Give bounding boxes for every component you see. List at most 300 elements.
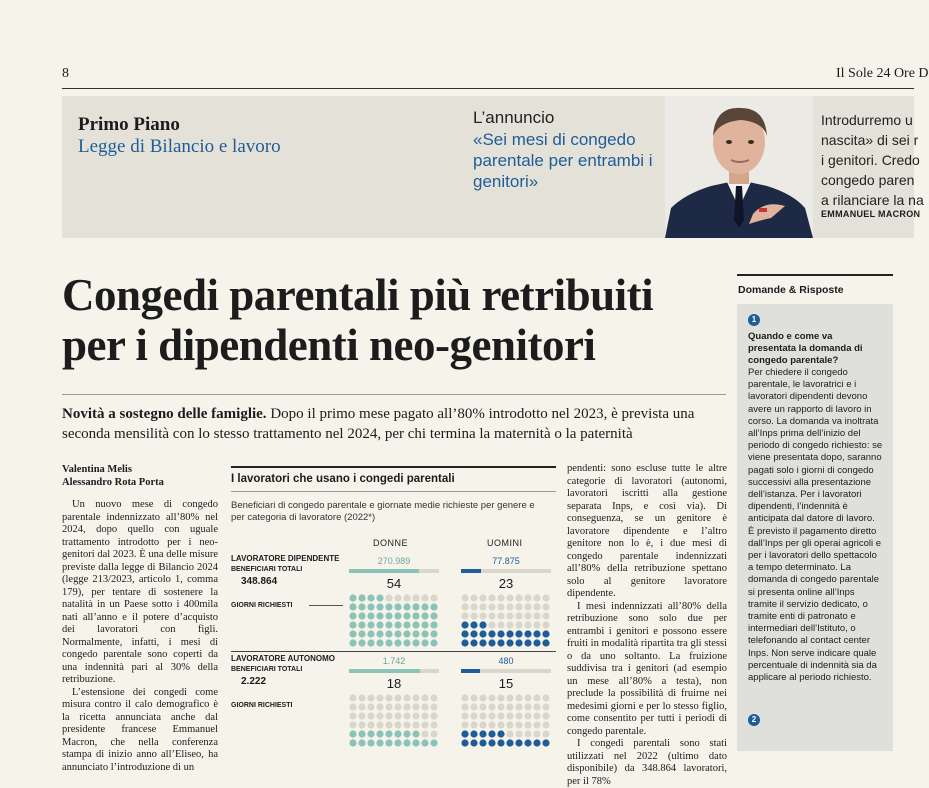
- day-dot: [367, 612, 374, 619]
- day-dot: [533, 594, 540, 601]
- group-label: LAVORATORE AUTONOMO: [231, 654, 335, 663]
- day-dot: [461, 612, 468, 619]
- day-dot: [506, 639, 513, 646]
- day-dot: [403, 721, 410, 728]
- day-dot: [412, 621, 419, 628]
- day-dot: [367, 621, 374, 628]
- day-dot: [430, 594, 437, 601]
- day-dot: [533, 703, 540, 710]
- day-dot: [376, 630, 383, 637]
- giorni-label: GIORNI RICHIESTI: [231, 602, 293, 609]
- day-dot: [461, 721, 468, 728]
- day-dot: [385, 703, 392, 710]
- day-dot: [488, 594, 495, 601]
- day-dot: [524, 630, 531, 637]
- day-dot: [470, 630, 477, 637]
- question-number-badge: 1: [748, 314, 760, 326]
- day-dot: [430, 639, 437, 646]
- day-dot: [542, 603, 549, 610]
- day-dot: [376, 621, 383, 628]
- infographic-top-rule: [231, 466, 556, 468]
- beneficiari-total: 348.864: [241, 576, 278, 587]
- day-dot: [430, 703, 437, 710]
- day-dot: [394, 712, 401, 719]
- qa-question: Quando e come va presentata la domanda di congedo parentale?: [748, 331, 863, 366]
- day-dot: [358, 603, 365, 610]
- day-dot: [394, 703, 401, 710]
- section-banner: [62, 96, 924, 238]
- day-dot: [542, 630, 549, 637]
- day-dot: [430, 630, 437, 637]
- day-dot: [479, 603, 486, 610]
- day-dot: [358, 630, 365, 637]
- uomini-beneficiari-value: 480: [498, 656, 514, 666]
- day-dot: [430, 721, 437, 728]
- day-dot: [515, 639, 522, 646]
- day-dot: [358, 621, 365, 628]
- day-dot: [358, 739, 365, 746]
- day-dot: [394, 730, 401, 737]
- qa-box: [737, 304, 893, 751]
- day-dot: [533, 739, 540, 746]
- day-dot: [470, 703, 477, 710]
- day-dot: [542, 639, 549, 646]
- day-dot: [349, 739, 356, 746]
- day-dot: [394, 694, 401, 701]
- day-dot: [367, 639, 374, 646]
- day-dot: [479, 630, 486, 637]
- day-dot: [358, 730, 365, 737]
- day-dot: [367, 630, 374, 637]
- day-dot: [497, 694, 504, 701]
- day-dot: [497, 712, 504, 719]
- day-dot: [394, 603, 401, 610]
- group-divider: [231, 651, 556, 652]
- day-dot: [421, 721, 428, 728]
- day-dot: [367, 703, 374, 710]
- article-column-1: [62, 499, 218, 774]
- photo-of-emmanuel-macron: [665, 96, 813, 238]
- day-dot: [488, 603, 495, 610]
- day-dot: [524, 739, 531, 746]
- day-dot: [412, 594, 419, 601]
- day-dot: [497, 621, 504, 628]
- day-dot: [349, 694, 356, 701]
- day-dot: [470, 730, 477, 737]
- day-dot: [470, 603, 477, 610]
- day-dot: [421, 594, 428, 601]
- day-dot: [515, 721, 522, 728]
- day-dot: [367, 739, 374, 746]
- day-dot: [430, 612, 437, 619]
- day-dot: [403, 730, 410, 737]
- lead-text: Dopo il primo mese pagato all’80% introdotto nel 2023, è prevista una seconda mensilità con lo stesso trattamento nel 2024, per chi termina la maternità o la paternità: [62, 406, 695, 442]
- day-dot: [470, 721, 477, 728]
- day-dot: [497, 594, 504, 601]
- day-dot: [412, 712, 419, 719]
- day-dot: [376, 739, 383, 746]
- day-dot: [515, 621, 522, 628]
- day-dot: [412, 694, 419, 701]
- byline: [62, 463, 164, 489]
- quote-line: nascita» di sei r: [821, 132, 919, 148]
- day-dot: [542, 594, 549, 601]
- day-dot: [385, 639, 392, 646]
- day-dot: [461, 594, 468, 601]
- donne-days-value: 54: [386, 576, 402, 591]
- day-dot: [412, 612, 419, 619]
- day-dot: [403, 594, 410, 601]
- column-header-uomini: UOMINI: [487, 538, 523, 548]
- day-dot: [470, 639, 477, 646]
- day-dot: [488, 730, 495, 737]
- day-dot: [506, 721, 513, 728]
- day-dot: [412, 630, 419, 637]
- day-dot: [533, 694, 540, 701]
- day-dot: [506, 694, 513, 701]
- top-divider: [62, 88, 914, 89]
- day-dot: [421, 712, 428, 719]
- day-dot: [385, 630, 392, 637]
- infographic-title: I lavoratori che usano i congedi parentali: [231, 473, 455, 485]
- day-dot: [470, 712, 477, 719]
- day-dot: [376, 694, 383, 701]
- question-number-badge: 2: [748, 714, 760, 726]
- donne-days-dot-grid: [349, 594, 439, 648]
- uomini-days-value: 23: [498, 576, 514, 591]
- day-dot: [461, 739, 468, 746]
- day-dot: [430, 739, 437, 746]
- qa-section-title: Domande & Risposte: [738, 284, 844, 296]
- day-dot: [524, 712, 531, 719]
- day-dot: [506, 603, 513, 610]
- day-dot: [376, 612, 383, 619]
- quote-line: i genitori. Credo: [821, 152, 920, 168]
- day-dot: [421, 694, 428, 701]
- day-dot: [421, 739, 428, 746]
- day-dot: [506, 621, 513, 628]
- day-dot: [421, 612, 428, 619]
- day-dot: [470, 612, 477, 619]
- day-dot: [376, 721, 383, 728]
- day-dot: [524, 694, 531, 701]
- column-header-donne: DONNE: [373, 538, 409, 548]
- section-title: Primo Piano: [78, 114, 180, 135]
- day-dot: [403, 703, 410, 710]
- day-dot: [403, 612, 410, 619]
- day-dot: [524, 703, 531, 710]
- day-dot: [430, 694, 437, 701]
- lead-kicker: Novità a sostegno delle famiglie.: [62, 406, 267, 422]
- day-dot: [403, 621, 410, 628]
- day-dot: [470, 594, 477, 601]
- day-dot: [358, 694, 365, 701]
- day-dot: [542, 739, 549, 746]
- day-dot: [367, 603, 374, 610]
- quote-author: EMMANUEL MACRON: [821, 209, 921, 219]
- day-dot: [542, 721, 549, 728]
- day-dot: [533, 621, 540, 628]
- day-dot: [479, 621, 486, 628]
- day-dot: [488, 621, 495, 628]
- day-dot: [385, 594, 392, 601]
- day-dot: [515, 630, 522, 637]
- day-dot: [376, 730, 383, 737]
- announcement-kicker: L’annuncio: [473, 108, 555, 127]
- day-dot: [497, 703, 504, 710]
- day-dot: [506, 612, 513, 619]
- day-dot: [367, 730, 374, 737]
- day-dot: [515, 694, 522, 701]
- day-dot: [349, 630, 356, 637]
- day-dot: [533, 630, 540, 637]
- day-dot: [376, 712, 383, 719]
- day-dot: [358, 639, 365, 646]
- paragraph: pendenti: sono escluse tutte le altre categorie di lavoratori (autonomi, lavoratori iscritti alla gestione separata Inps, e così via). Di conseguenza, se un genitore è lavoratore dipendente e l’altro genitore non lo è, i due mesi di congedo parentale indennizzati all’80% della retribuzione spettano solo al genitore lavoratore dipendente.: [567, 463, 727, 599]
- day-dot: [430, 603, 437, 610]
- beneficiari-label: BENEFICIARI TOTALI: [231, 566, 303, 573]
- day-dot: [506, 712, 513, 719]
- qa-answer: Per chiedere il congedo parentale, le lavoratrici e i lavoratori dipendenti devono avere un rapporto di lavoro in corso. La domanda va inoltrata all’Inps prima dell’inizio del periodo di congedo richiesto: se viene presentata dopo, saranno pagati solo i giorni di congedo successivi alla presentazione dell’istanza. Per i lavoratori dipendenti, l’indennità è anticipata dal datore di lavoro. È previsto il pagamento diretto dall’Inps per gli operai agricoli e per i lavoratori dello spettacolo a tempo determinato. La domanda di congedo parentale si presenta online all’Inps tramite il servizio dedicato, o tramite enti di patronato e intermediari dell’Istituto, o telefonando al contact center Inps. Non serve indicare quale percentuale di indennità sia da applicare al periodo richiesto.: [748, 367, 883, 684]
- article-lead: [62, 404, 722, 444]
- day-dot: [421, 730, 428, 737]
- group-label: LAVORATORE DIPENDENTE: [231, 554, 340, 563]
- day-dot: [488, 712, 495, 719]
- macron-quote: [821, 110, 924, 210]
- day-dot: [385, 730, 392, 737]
- day-dot: [461, 603, 468, 610]
- day-dot: [488, 639, 495, 646]
- day-dot: [497, 730, 504, 737]
- paragraph: I mesi indennizzati all’80% della retribuzione sono solo due per entrambi i genitori e possono essere fruiti in modalità ripartita tra gli stessi o da uno soltanto. La fruizione suddivisa tra i genitori (ad esempio un mese all’80% a testa), non preclude la possibilità di fruirne nei medesimi giorni e per lo stesso figlio, come consentito per tutti i periodi di congedo parentale.: [567, 600, 727, 737]
- uomini-share-fill: [461, 669, 480, 673]
- day-dot: [349, 730, 356, 737]
- day-dot: [542, 730, 549, 737]
- day-dot: [488, 630, 495, 637]
- qa-sidebar: [737, 274, 893, 751]
- day-dot: [376, 639, 383, 646]
- day-dot: [506, 703, 513, 710]
- day-dot: [497, 639, 504, 646]
- newspaper-masthead: Il Sole 24 Ore D: [836, 66, 929, 81]
- day-dot: [515, 703, 522, 710]
- day-dot: [461, 703, 468, 710]
- day-dot: [376, 594, 383, 601]
- day-dot: [461, 730, 468, 737]
- day-dot: [367, 594, 374, 601]
- day-dot: [358, 712, 365, 719]
- article-column-3: [567, 463, 727, 788]
- day-dot: [488, 721, 495, 728]
- day-dot: [349, 594, 356, 601]
- quote-line: a rilanciare la na: [821, 192, 924, 208]
- day-dot: [358, 612, 365, 619]
- infographic-description: Beneficiari di congedo parentale e giornate medie richieste per genere e per categoria di lavoratore (2022*): [231, 500, 535, 523]
- day-dot: [403, 603, 410, 610]
- uomini-days-dot-grid: [461, 694, 551, 748]
- day-dot: [488, 703, 495, 710]
- day-dot: [461, 639, 468, 646]
- day-dot: [533, 730, 540, 737]
- day-dot: [376, 603, 383, 610]
- paragraph: L’estensione dei congedi come misura contro il calo demografico è la ricetta annunciata anche dal presidente francese Emmanuel Macron, che nella conferenza stampa di inizio anno all’Eliseo, ha annunciato l’introduzione di un: [62, 686, 218, 773]
- day-dot: [542, 621, 549, 628]
- day-dot: [385, 739, 392, 746]
- day-dot: [385, 603, 392, 610]
- day-dot: [385, 621, 392, 628]
- author-name: Alessandro Rota Porta: [62, 477, 164, 488]
- day-dot: [533, 612, 540, 619]
- uomini-share-fill: [461, 569, 481, 573]
- day-dot: [524, 621, 531, 628]
- day-dot: [515, 712, 522, 719]
- day-dot: [533, 639, 540, 646]
- day-dot: [403, 694, 410, 701]
- article-headline: Congedi parentali più retribuiti per i dipendenti neo-genitori: [62, 270, 654, 370]
- day-dot: [394, 630, 401, 637]
- uomini-days-value: 15: [498, 676, 514, 691]
- day-dot: [367, 694, 374, 701]
- day-dot: [349, 621, 356, 628]
- day-dot: [497, 721, 504, 728]
- day-dot: [479, 612, 486, 619]
- day-dot: [488, 694, 495, 701]
- day-dot: [349, 712, 356, 719]
- day-dot: [515, 739, 522, 746]
- day-dot: [394, 594, 401, 601]
- day-dot: [421, 603, 428, 610]
- day-dot: [461, 621, 468, 628]
- day-dot: [515, 603, 522, 610]
- day-dot: [506, 730, 513, 737]
- paragraph: Un nuovo mese di congedo parentale indennizzato all’80% nel 2024, dopo quello con uguale trattamento introdotto per i neo-genitori dal 2023. È una delle misure previste dalla legge di Bilancio 2024 (legge 213/2023, articolo 1, comma 179), per tentare di sostenere la natalità in un Paese sotto i 400mila nati all’anno e il potere d’acquisto dei lavoratori con figli. Normalmente, infatti, i mesi di congedo parentale sono coperti da una indennità pari al 30% della retribuzione.: [62, 499, 218, 685]
- day-dot: [358, 721, 365, 728]
- day-dot: [479, 694, 486, 701]
- infographic-rule: [231, 491, 556, 492]
- day-dot: [385, 721, 392, 728]
- qa-top-rule: [737, 274, 893, 276]
- day-dot: [412, 721, 419, 728]
- donne-beneficiari-value: 270.989: [377, 556, 411, 566]
- day-dot: [479, 594, 486, 601]
- day-dot: [394, 612, 401, 619]
- day-dot: [542, 712, 549, 719]
- day-dot: [367, 721, 374, 728]
- day-dot: [497, 603, 504, 610]
- day-dot: [470, 739, 477, 746]
- day-dot: [461, 694, 468, 701]
- day-dot: [394, 639, 401, 646]
- day-dot: [403, 630, 410, 637]
- giorni-label: GIORNI RICHIESTI: [231, 702, 293, 709]
- day-dot: [421, 639, 428, 646]
- day-dot: [385, 694, 392, 701]
- day-dot: [533, 603, 540, 610]
- day-dot: [524, 639, 531, 646]
- paragraph: I congedi parentali sono stati utilizzati nel 2022 (ultimo dato disponibile) da 348.864 lavoratori, per il 78%: [567, 738, 727, 787]
- day-dot: [430, 621, 437, 628]
- announcement-quote: «Sei mesi di congedo parentale per entrambi i genitori»: [473, 130, 653, 191]
- quote-line: Introdurremo u: [821, 112, 913, 128]
- day-dot: [349, 612, 356, 619]
- pointer-arrow: [309, 605, 343, 606]
- donne-share-fill: [349, 669, 420, 673]
- day-dot: [515, 730, 522, 737]
- donne-share-bar: [349, 669, 439, 673]
- day-dot: [479, 721, 486, 728]
- uomini-beneficiari-value: 77.875: [492, 556, 520, 566]
- day-dot: [403, 739, 410, 746]
- day-dot: [533, 721, 540, 728]
- beneficiari-total: 2.222: [241, 676, 267, 687]
- day-dot: [412, 639, 419, 646]
- day-dot: [515, 594, 522, 601]
- uomini-share-bar: [461, 669, 551, 673]
- day-dot: [470, 694, 477, 701]
- donne-share-fill: [349, 569, 419, 573]
- day-dot: [367, 712, 374, 719]
- author-name: Valentina Melis: [62, 464, 132, 475]
- donne-beneficiari-value: 1.742: [382, 656, 406, 666]
- day-dot: [524, 594, 531, 601]
- day-dot: [506, 594, 513, 601]
- day-dot: [533, 712, 540, 719]
- day-dot: [497, 739, 504, 746]
- day-dot: [479, 639, 486, 646]
- day-dot: [470, 621, 477, 628]
- day-dot: [461, 630, 468, 637]
- day-dot: [421, 703, 428, 710]
- subsection-title: Legge di Bilancio e lavoro: [78, 136, 281, 157]
- day-dot: [394, 721, 401, 728]
- day-dot: [524, 730, 531, 737]
- day-dot: [412, 603, 419, 610]
- day-dot: [403, 639, 410, 646]
- day-dot: [506, 739, 513, 746]
- day-dot: [430, 730, 437, 737]
- day-dot: [376, 703, 383, 710]
- day-dot: [524, 721, 531, 728]
- uomini-days-dot-grid: [461, 594, 551, 648]
- day-dot: [479, 712, 486, 719]
- day-dot: [385, 612, 392, 619]
- day-dot: [394, 739, 401, 746]
- day-dot: [421, 621, 428, 628]
- quote-line: congedo paren: [821, 172, 915, 188]
- donne-days-dot-grid: [349, 694, 439, 748]
- day-dot: [412, 739, 419, 746]
- day-dot: [479, 739, 486, 746]
- day-dot: [497, 630, 504, 637]
- day-dot: [542, 612, 549, 619]
- day-dot: [358, 703, 365, 710]
- day-dot: [542, 694, 549, 701]
- day-dot: [488, 739, 495, 746]
- day-dot: [497, 612, 504, 619]
- day-dot: [349, 603, 356, 610]
- day-dot: [524, 603, 531, 610]
- day-dot: [479, 730, 486, 737]
- day-dot: [506, 630, 513, 637]
- day-dot: [515, 612, 522, 619]
- day-dot: [349, 703, 356, 710]
- page-number: 8: [62, 66, 69, 81]
- donne-days-value: 18: [386, 676, 402, 691]
- day-dot: [394, 621, 401, 628]
- beneficiari-label: BENEFICIARI TOTALI: [231, 666, 303, 673]
- day-dot: [479, 703, 486, 710]
- day-dot: [488, 612, 495, 619]
